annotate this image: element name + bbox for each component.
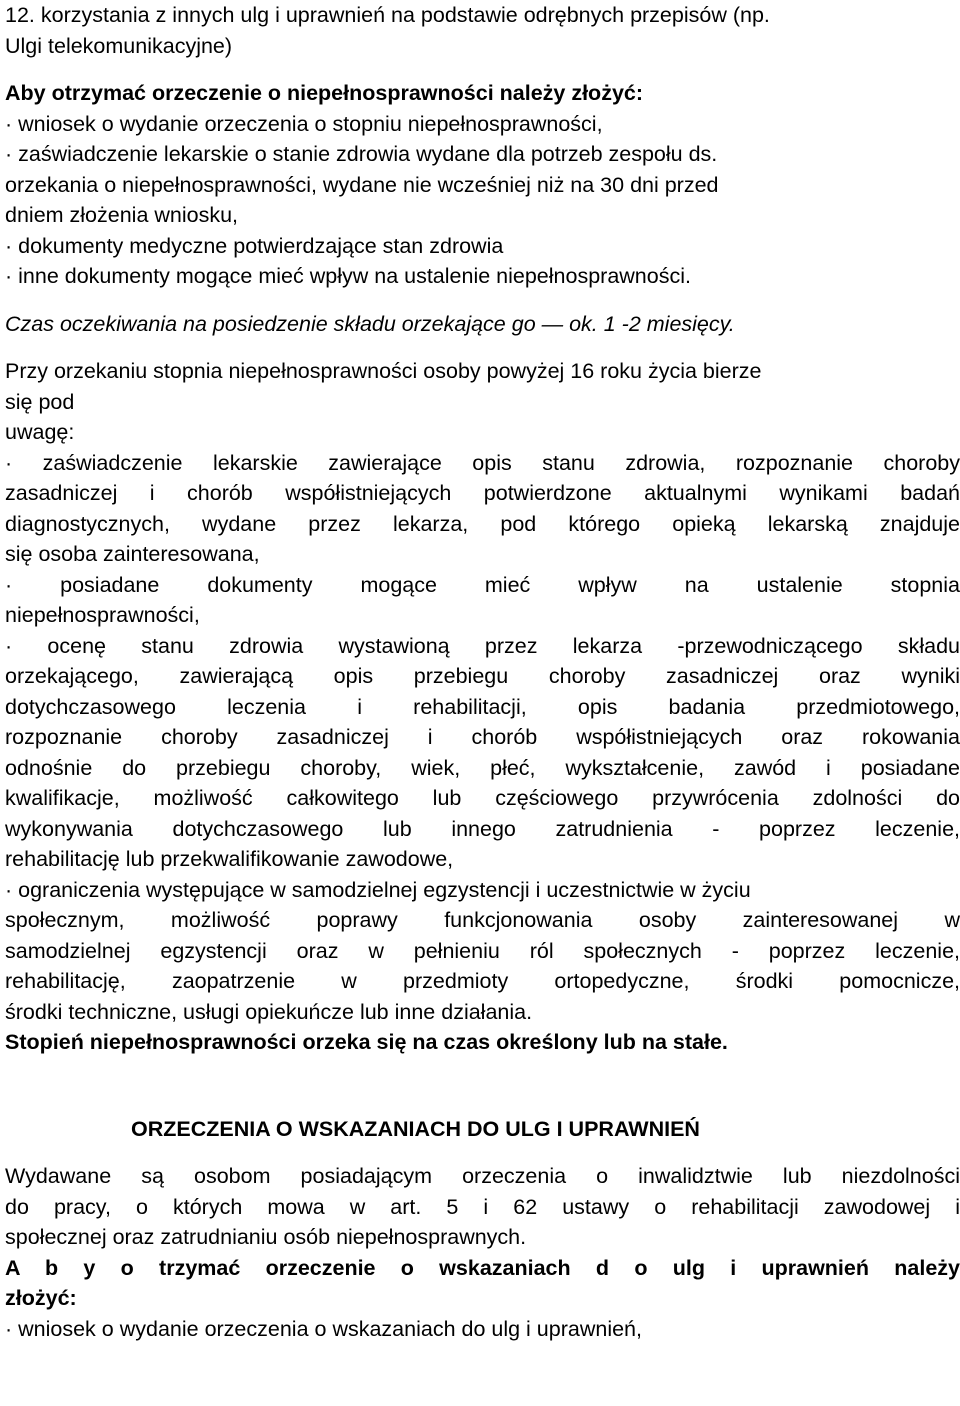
item-12-line-2: Ulgi telekomunikacyjne) [5,33,233,58]
spacer [5,1058,960,1114]
paragraph-line: społecznej oraz zatrudnianiu osób niepełnosprawnych. [5,1225,527,1249]
waiting-time-note: Czas oczekiwania na posiedzenie składu orzekające go — ok. 1 -2 miesięcy. [5,311,735,336]
document-page [5,0,960,1344]
paragraph-line: rehabilitację, zaopatrzenie w przedmioty ortopedyczne, środki pomocnicze, [5,969,960,993]
section-2-heading [5,1253,960,1314]
spacer [5,292,960,309]
paragraph-line: niepełnosprawności, [5,603,200,627]
section-2-title: ORZECZENIA O WSKAZANIACH DO ULG I UPRAWNIEŃ [131,1116,700,1141]
list-item: · zaświadczenie lekarskie o stanie zdrowia wydane dla potrzeb zespołu ds. [5,142,718,166]
paragraph-line: Wydawane są osobom posiadającym orzeczenia o inwalidztwie lub niezdolności [5,1164,960,1188]
list-item: · dokumenty medyczne potwierdzające stan zdrowia [5,233,504,258]
paragraph-line: wykonywania dotychczasowego lub innego zatrudnienia - poprzez leczenie, [5,816,960,841]
list-item: orzekania o niepełnosprawności, wydane nie wcześniej niż na 30 dni przed [5,172,719,197]
paragraph-line: kwalifikacje, możliwość całkowitego lub częściowego przywrócenia zdolności do [5,786,960,810]
list-item: · wniosek o wydanie orzeczenia o stopniu niepełnosprawności, [5,111,603,136]
paragraph-line: Przy orzekaniu stopnia niepełnosprawności osoby powyżej 16 roku życia bierze [5,359,762,383]
item-12-line-1: 12. korzystania z innych ulg i uprawnień na podstawie odrębnych przepisów (np. [5,3,770,27]
spacer [5,339,960,356]
paragraph-line: · posiadane dokumenty mogące mieć wpływ na ustalenie stopnia [5,572,960,597]
paragraph-line: środki techniczne, usługi opiekuńcze lub inne działania. [5,999,533,1024]
section-2-documents-list [5,1314,960,1345]
paragraph-line: uwagę: [5,420,75,444]
paragraph-line: samodzielnej egzystencji oraz w pełnieniu ról społecznych - poprzez leczenie, [5,938,960,963]
spacer [5,61,960,78]
assessment-criteria-list [5,448,960,1028]
paragraph-line: społecznym, możliwość poprawy funkcjonowania osoby zainteresowanej w [5,908,960,932]
paragraph-line: diagnostycznych, wydane przez lekarza, pod którego opieką lekarską znajduje [5,511,960,536]
paragraph-line: do pracy, o których mowa w art. 5 i 62 ustawy o rehabilitacji zawodowej i [5,1194,960,1219]
heading-line: złożyć: [5,1286,77,1310]
list-item: dniem złożenia wniosku, [5,203,239,227]
list-item: · wniosek o wydanie orzeczenia o wskazaniach do ulg i uprawnień, [5,1316,642,1341]
paragraph-line: · zaświadczenie lekarskie zawierające opis stanu zdrowia, rozpoznanie choroby [5,450,960,475]
spacer [5,1144,960,1161]
paragraph-line: zasadniczej i chorób współistniejących potwierdzone aktualnymi wynikami badań [5,481,960,505]
section-2-intro [5,1161,960,1253]
heading-line: A b y o trzymać orzeczenie o wskazaniach d o ulg i uprawnień należy [5,1255,960,1280]
paragraph-line: orzekającego, zawierającą opis przebiegu choroby zasadniczej oraz wyniki [5,664,960,688]
assessment-conclusion: Stopień niepełnosprawności orzeka się na czas określony lub na stałe. [5,1030,728,1054]
required-documents-list [5,109,960,292]
paragraph-line: się pod [5,389,75,414]
paragraph-line: dotychczasowego leczenia i rehabilitacji, opis badania przedmiotowego, [5,694,960,719]
paragraph-line: odnośnie do przebiegu choroby, wiek, płeć, wykształcenie, zawód i posiadane [5,755,960,780]
paragraph-line: rozpoznanie choroby zasadniczej i chorób współistniejących oraz rokowania [5,725,960,749]
paragraph-line: · ograniczenia występujące w samodzielnej egzystencji i uczestnictwie w życiu [5,877,751,902]
paragraph-line: się osoba zainteresowana, [5,542,260,566]
paragraph-line: · ocenę stanu zdrowia wystawioną przez lekarza -przewodniczącego składu [5,633,960,658]
list-item: · inne dokumenty mogące mieć wpływ na ustalenie niepełnosprawności. [5,264,691,288]
section-1-heading: Aby otrzymać orzeczenie o niepełnosprawności należy złożyć: [5,81,644,105]
paragraph-line: rehabilitację lub przekwalifikowanie zawodowe, [5,847,454,871]
assessment-intro [5,356,960,448]
